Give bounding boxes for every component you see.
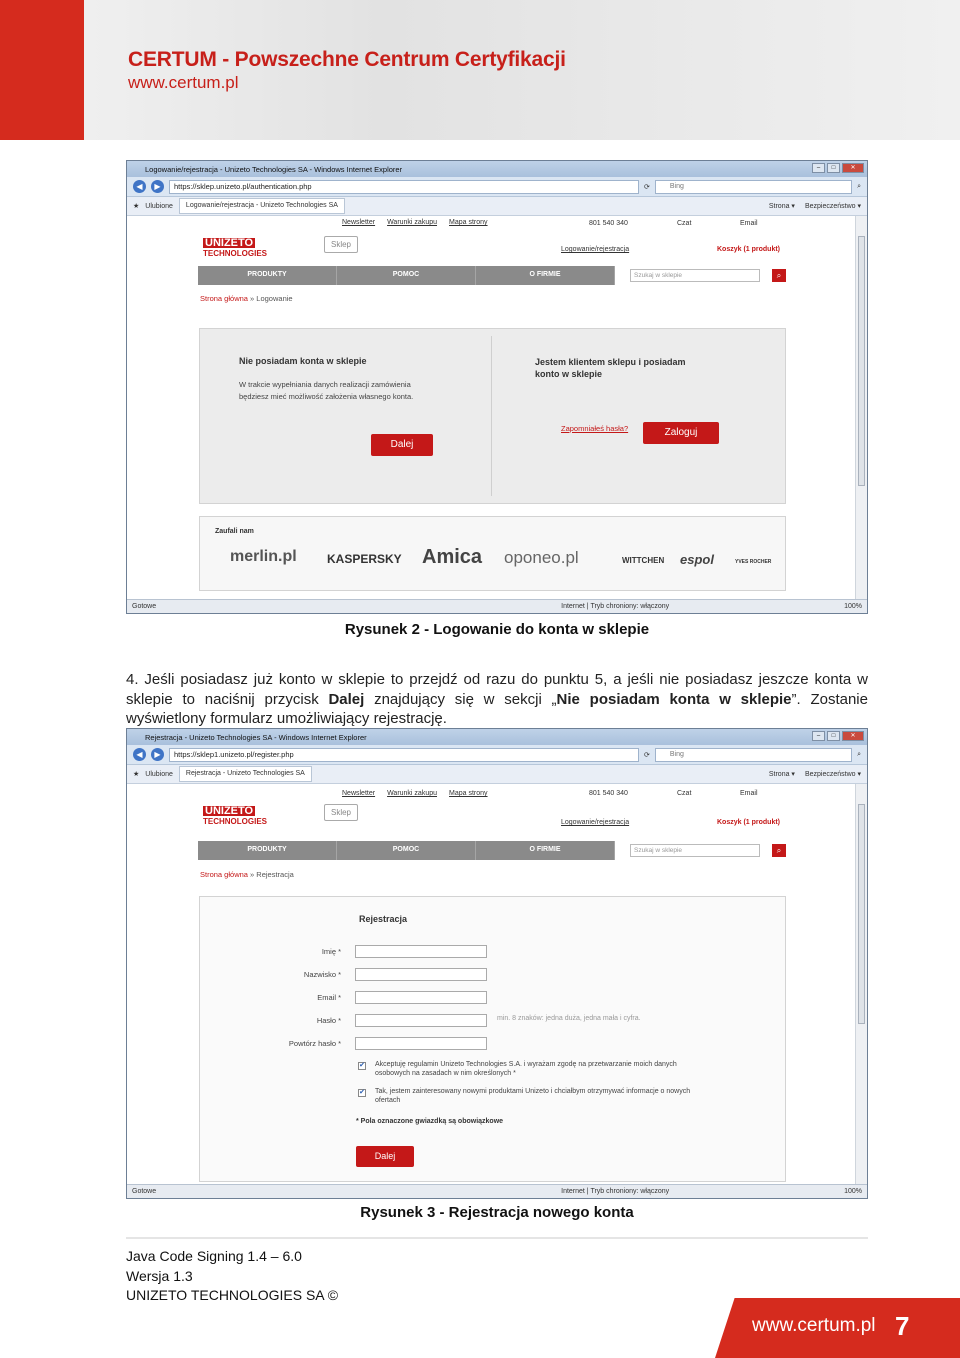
first-name-input[interactable] <box>355 945 487 958</box>
page-menu[interactable]: Strona ▾ <box>768 203 795 210</box>
favorites-star-icon: ★ <box>133 771 140 778</box>
window-title: Logowanie/rejestracja - Unizeto Technologies SA - Windows Internet Explorer <box>145 164 403 174</box>
unizeto-logo[interactable]: UNIZETO TECHNOLOGIES <box>203 237 268 258</box>
newsletter-link[interactable]: Newsletter <box>342 219 376 226</box>
page-menu[interactable]: Strona ▾ <box>768 771 795 778</box>
security-menu[interactable]: Bezpieczeństwo ▾ <box>804 203 861 210</box>
newsletter-link[interactable]: Newsletter <box>342 790 376 797</box>
shop-search-icon[interactable]: ⌕ <box>772 844 786 857</box>
label-password: Hasło * <box>316 1016 341 1025</box>
header-title: CERTUM - Powszechne Centrum Certyfikacji <box>128 48 566 71</box>
security-menu[interactable]: Bezpieczeństwo ▾ <box>804 771 861 778</box>
window-titlebar <box>127 729 867 745</box>
brand-kaspersky: KASPERSKY <box>327 552 402 566</box>
menu-produkty[interactable]: PRODUKTY <box>198 841 337 860</box>
close-button[interactable]: ✕ <box>842 731 864 741</box>
menu-o-firmie[interactable]: O FIRMIE <box>476 841 615 860</box>
url-input[interactable]: https://sklep1.unizeto.pl/register.php <box>169 748 639 762</box>
footer-url: www.certum.pl <box>752 1315 876 1336</box>
zaloguj-button[interactable]: Zaloguj <box>643 422 719 444</box>
forward-icon[interactable]: ▶ <box>151 180 164 193</box>
scrollbar-thumb[interactable] <box>858 804 865 1024</box>
zoom-level[interactable]: 100% <box>844 1188 862 1195</box>
breadcrumb: Strona główna » Rejestracja <box>200 870 294 879</box>
sitemap-link[interactable]: Mapa strony <box>449 219 488 226</box>
phone-number: 801 540 340 <box>589 220 628 227</box>
page-number: 7 <box>895 1311 910 1341</box>
chat-link[interactable]: Czat <box>677 220 692 227</box>
footer-company: UNIZETO TECHNOLOGIES SA © <box>126 1287 339 1303</box>
required-note: * Pola oznaczone gwiazdką są obowiązkowe <box>356 1118 504 1125</box>
window-title: Rejestracja - Unizeto Technologies SA - Windows Internet Explorer <box>145 732 367 742</box>
vertical-scrollbar[interactable] <box>855 784 867 1184</box>
brand-yves-rocher: YVES ROCHER <box>735 559 772 565</box>
menu-pomoc[interactable]: POMOC <box>337 266 476 285</box>
footer-version: Wersja 1.3 <box>126 1268 193 1284</box>
brand-amica: Amica <box>422 546 483 568</box>
menu-produkty[interactable]: PRODUKTY <box>198 266 337 285</box>
favorites-button[interactable]: Ulubione <box>145 202 173 210</box>
shop-search-input[interactable]: Szukaj w sklepie <box>630 269 760 282</box>
minimize-button[interactable]: – <box>812 731 825 741</box>
forward-icon[interactable]: ▶ <box>151 748 164 761</box>
cart-link[interactable]: Koszyk (1 produkt) <box>717 819 781 826</box>
shop-search-input[interactable]: Szukaj w sklepie <box>630 844 760 857</box>
zone-text: Internet | Tryb chroniony: włączony <box>561 1188 670 1195</box>
label-last-name: Nazwisko * <box>303 970 341 979</box>
zone-text: Internet | Tryb chroniony: włączony <box>561 603 670 610</box>
sklep-badge[interactable]: Sklep <box>324 236 358 253</box>
figure-caption-1: Rysunek 2 - Logowanie do konta w sklepie <box>344 621 650 638</box>
favorites-star-icon: ★ <box>133 203 140 210</box>
back-icon[interactable]: ◀ <box>133 180 146 193</box>
terms-checkbox[interactable]: ✔ <box>359 1062 365 1069</box>
brand-espol: espol <box>680 552 714 567</box>
instruction-paragraph: 4. Jeśli posiadasz już konto w sklepie to przejdź od razu do punktu 5, a jeśli nie posiadasz jeszcze konta w sklepie to naciśnij przycisk Dalej znajdujący się w sekcji „Nie posiadam konta w sklepie”. Zostanie wyświetlony formularz umożliwiający rejestrację. <box>126 671 868 727</box>
existing-customer-title: Jestem klientem sklepu i posiadam konto w sklepie <box>535 357 686 379</box>
maximize-button[interactable]: □ <box>827 731 840 741</box>
terms-consent-text: Akceptuję regulamin Unizeto Technologies S.A. i wyrażam zgodę na przetwarzanie moich danych osobowych na zasadach w nim określonych * <box>375 1061 677 1077</box>
terms-link[interactable]: Warunki zakupu <box>387 219 438 226</box>
email-input[interactable] <box>355 991 487 1004</box>
address-bar <box>127 745 867 765</box>
footer-product: Java Code Signing 1.4 – 6.0 <box>126 1248 302 1264</box>
address-bar <box>127 177 867 197</box>
login-register-link[interactable]: Logowanie/rejestracja <box>561 246 630 253</box>
header-red-block <box>0 0 84 140</box>
back-icon[interactable]: ◀ <box>133 748 146 761</box>
page-viewport <box>127 216 867 600</box>
maximize-button[interactable]: □ <box>827 163 840 173</box>
browser-tab[interactable]: Rejestracja - Unizeto Technologies SA <box>179 766 312 782</box>
search-input[interactable]: Bing <box>655 180 852 194</box>
brand-merlin: merlin.pl <box>230 548 297 565</box>
email-link[interactable]: Email <box>740 790 758 797</box>
sitemap-link[interactable]: Mapa strony <box>449 790 488 797</box>
terms-link[interactable]: Warunki zakupu <box>387 790 438 797</box>
zoom-level[interactable]: 100% <box>844 603 862 610</box>
close-button[interactable]: ✕ <box>842 163 864 173</box>
login-register-link[interactable]: Logowanie/rejestracja <box>561 819 630 826</box>
search-icon[interactable]: ⌕ <box>857 750 861 758</box>
scrollbar-thumb[interactable] <box>858 236 865 486</box>
breadcrumb: Strona główna » Logowanie <box>200 294 293 303</box>
new-customer-text: W trakcie wypełniania danych realizacji zamówienia będziesz mieć możliwość założenia własnego konta. <box>239 380 414 401</box>
search-input[interactable]: Bing <box>655 748 852 762</box>
main-menu <box>198 841 615 860</box>
phone-number: 801 540 340 <box>589 790 628 797</box>
brand-wittchen: WITTCHEN <box>622 556 665 565</box>
vertical-scrollbar[interactable] <box>855 216 867 600</box>
sklep-badge[interactable]: Sklep <box>324 804 358 821</box>
login-panel <box>199 328 786 504</box>
shop-search-icon[interactable]: ⌕ <box>772 269 786 282</box>
breadcrumb-home[interactable]: Strona główna <box>200 870 248 879</box>
url-input[interactable]: https://sklep.unizeto.pl/authentication.php <box>169 180 639 194</box>
minimize-button[interactable]: – <box>812 163 825 173</box>
favorites-button[interactable]: Ulubione <box>145 770 173 778</box>
screenshot-register <box>126 728 868 1199</box>
favorites-bar <box>127 197 867 216</box>
screenshot-login <box>126 160 868 614</box>
last-name-input[interactable] <box>355 968 487 981</box>
dalej-button[interactable]: Dalej <box>371 434 433 456</box>
status-text: Gotowe <box>132 1188 157 1195</box>
panel-divider <box>491 336 492 496</box>
form-title: Rejestracja <box>359 914 408 924</box>
page-viewport <box>127 784 867 1184</box>
label-repeat-password: Powtórz hasło * <box>288 1039 341 1048</box>
status-bar <box>127 599 867 613</box>
repeat-password-input[interactable] <box>355 1037 487 1050</box>
newsletter-checkbox[interactable]: ✔ <box>359 1089 365 1096</box>
header-url: www.certum.pl <box>128 73 239 92</box>
label-first-name: Imię * <box>321 947 341 956</box>
forgot-password-link[interactable]: Zapomniałeś hasła? <box>561 424 629 433</box>
trusted-title: Zaufali nam <box>215 528 254 535</box>
new-customer-title: Nie posiadam konta w sklepie <box>239 356 367 366</box>
password-hint: min. 8 znaków: jedna duża, jedna mała i cyfra. <box>497 1015 641 1022</box>
register-dalej-button[interactable]: Dalej <box>356 1146 414 1167</box>
chat-link[interactable]: Czat <box>677 790 692 797</box>
status-bar <box>127 1184 867 1198</box>
password-input[interactable] <box>355 1014 487 1027</box>
footer-divider <box>126 1237 868 1239</box>
menu-o-firmie[interactable]: O FIRMIE <box>476 266 615 285</box>
newsletter-consent-text: Tak, jestem zainteresowany nowymi produktami Unizeto i chciałbym otrzymywać informacje o nowych ofertach <box>375 1088 691 1104</box>
label-email: Email * <box>317 993 341 1002</box>
browser-tab[interactable]: Logowanie/rejestracja - Unizeto Technologies SA <box>179 198 345 214</box>
favorites-bar <box>127 765 867 784</box>
breadcrumb-home[interactable]: Strona główna <box>200 294 248 303</box>
refresh-icon[interactable]: ⟳ <box>644 183 650 191</box>
unizeto-logo[interactable]: UNIZETO TECHNOLOGIES <box>203 805 268 826</box>
search-icon[interactable]: ⌕ <box>857 182 861 190</box>
status-text: Gotowe <box>132 603 157 610</box>
email-link[interactable]: Email <box>740 220 758 227</box>
figure-caption-2: Rysunek 3 - Rejestracja nowego konta <box>360 1204 634 1221</box>
refresh-icon[interactable]: ⟳ <box>644 751 650 759</box>
cart-link[interactable]: Koszyk (1 produkt) <box>717 246 781 253</box>
menu-pomoc[interactable]: POMOC <box>337 841 476 860</box>
main-menu <box>198 266 615 285</box>
window-titlebar <box>127 161 867 177</box>
brand-oponeo: oponeo.pl <box>504 548 579 567</box>
